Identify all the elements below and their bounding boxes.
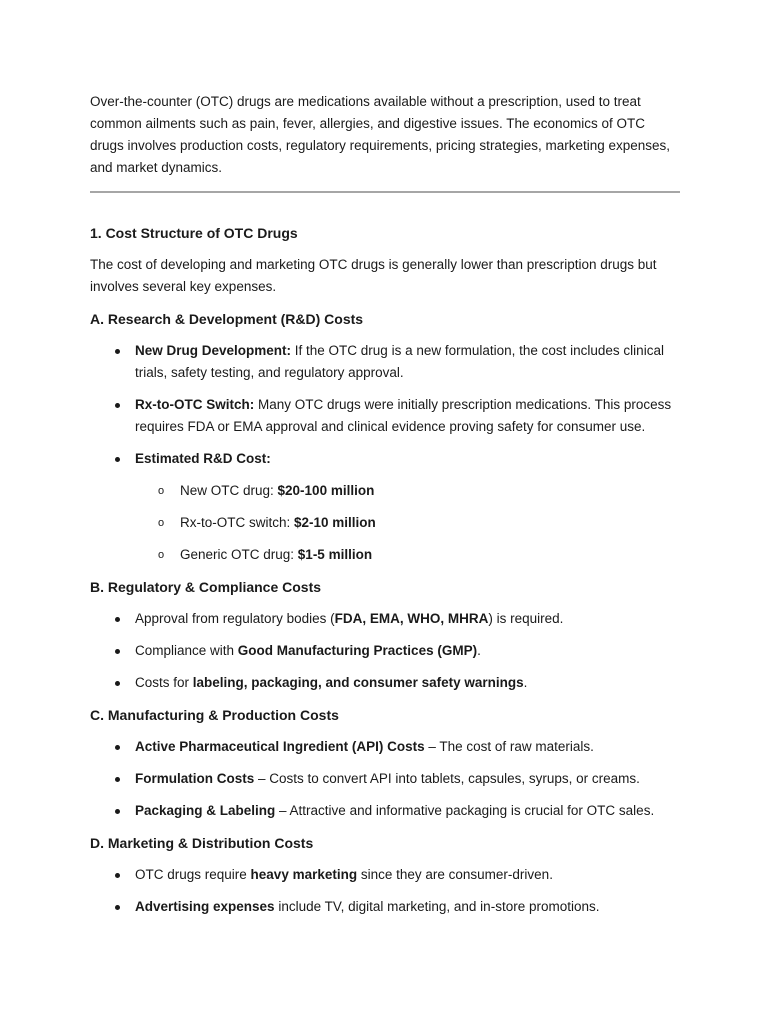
list-item bbox=[90, 640, 680, 662]
section-b-list bbox=[90, 608, 680, 694]
item-bold: Packaging & Labeling bbox=[135, 803, 276, 818]
list-item bbox=[90, 800, 680, 822]
rd-cost-sublist bbox=[90, 480, 680, 566]
list-item bbox=[90, 768, 680, 790]
list-item bbox=[90, 896, 680, 918]
list-item bbox=[90, 864, 680, 886]
list-item bbox=[90, 608, 680, 630]
item-text: If the OTC drug is a new formulation, the cost includes clinical trials, safety testing, and regulatory approval. bbox=[135, 343, 664, 380]
subitem-text: Rx-to-OTC switch: bbox=[180, 515, 295, 530]
subitem-bold: $1-5 million bbox=[297, 547, 373, 562]
subitem-text: New OTC drug: bbox=[180, 483, 278, 498]
section-a-heading: A. Research & Development (R&D) Costs bbox=[90, 311, 364, 327]
section-c-list bbox=[90, 736, 680, 822]
list-item bbox=[90, 340, 680, 384]
item-post: since they are consumer-driven. bbox=[357, 867, 553, 882]
document-body bbox=[90, 91, 680, 928]
sublist-item bbox=[90, 512, 680, 534]
item-bold: Rx-to-OTC Switch: bbox=[135, 397, 255, 412]
section-c-heading: C. Manufacturing & Production Costs bbox=[90, 707, 339, 723]
subitem-text: Generic OTC drug: bbox=[180, 547, 298, 562]
section-d-list bbox=[90, 864, 680, 918]
item-bold: Advertising expenses bbox=[135, 899, 275, 914]
item-text: Many OTC drugs were initially prescription medications. This process requires FDA or EMA approval and clinical evidence proving safety for consumer use. bbox=[135, 397, 672, 434]
item-bold: heavy marketing bbox=[250, 867, 358, 882]
intro-paragraph: Over-the-counter (OTC) drugs are medications available without a prescription, used to treat common ailments such as pain, fever, allergies, and digestive issues. The economics of OTC drugs involves production costs, regulatory requirements, pricing strategies, marketing expenses, and market dynamics. bbox=[90, 94, 671, 175]
item-text: – Costs to convert API into tablets, capsules, syrups, or creams. bbox=[254, 771, 640, 786]
section-1-paragraph: The cost of developing and marketing OTC drugs is generally lower than prescription drugs but involves several key expenses. bbox=[90, 257, 657, 294]
horizontal-divider bbox=[90, 191, 680, 193]
item-post: . bbox=[523, 675, 528, 690]
item-bold: Good Manufacturing Practices (GMP) bbox=[237, 643, 478, 658]
subitem-bold: $20-100 million bbox=[277, 483, 375, 498]
item-pre: Costs for bbox=[135, 675, 193, 690]
item-text: – Attractive and informative packaging is crucial for OTC sales. bbox=[275, 803, 655, 818]
list-item bbox=[90, 672, 680, 694]
item-post: include TV, digital marketing, and in-store promotions. bbox=[274, 899, 600, 914]
section-1-heading: 1. Cost Structure of OTC Drugs bbox=[90, 225, 298, 241]
list-item bbox=[90, 448, 680, 470]
sublist-item bbox=[90, 480, 680, 502]
item-post: . bbox=[477, 643, 481, 658]
item-pre: Approval from regulatory bodies ( bbox=[135, 611, 335, 626]
section-b-heading: B. Regulatory & Compliance Costs bbox=[90, 579, 322, 595]
item-pre: Compliance with bbox=[135, 643, 238, 658]
item-post: ) is required. bbox=[488, 611, 564, 626]
item-pre: OTC drugs require bbox=[135, 867, 251, 882]
item-bold: Formulation Costs bbox=[135, 771, 255, 786]
item-bold: New Drug Development: bbox=[135, 343, 292, 358]
item-bold: FDA, EMA, WHO, MHRA bbox=[334, 611, 489, 626]
item-bold: Active Pharmaceutical Ingredient (API) Costs bbox=[135, 739, 425, 754]
sublist-item bbox=[90, 544, 680, 566]
item-bold: labeling, packaging, and consumer safety warnings bbox=[192, 675, 524, 690]
list-item bbox=[90, 736, 680, 758]
list-item bbox=[90, 394, 680, 438]
item-text: – The cost of raw materials. bbox=[424, 739, 594, 754]
subitem-bold: $2-10 million bbox=[294, 515, 376, 530]
section-a-list bbox=[90, 340, 680, 470]
section-d-heading: D. Marketing & Distribution Costs bbox=[90, 835, 314, 851]
item-bold: Estimated R&D Cost: bbox=[135, 451, 271, 466]
